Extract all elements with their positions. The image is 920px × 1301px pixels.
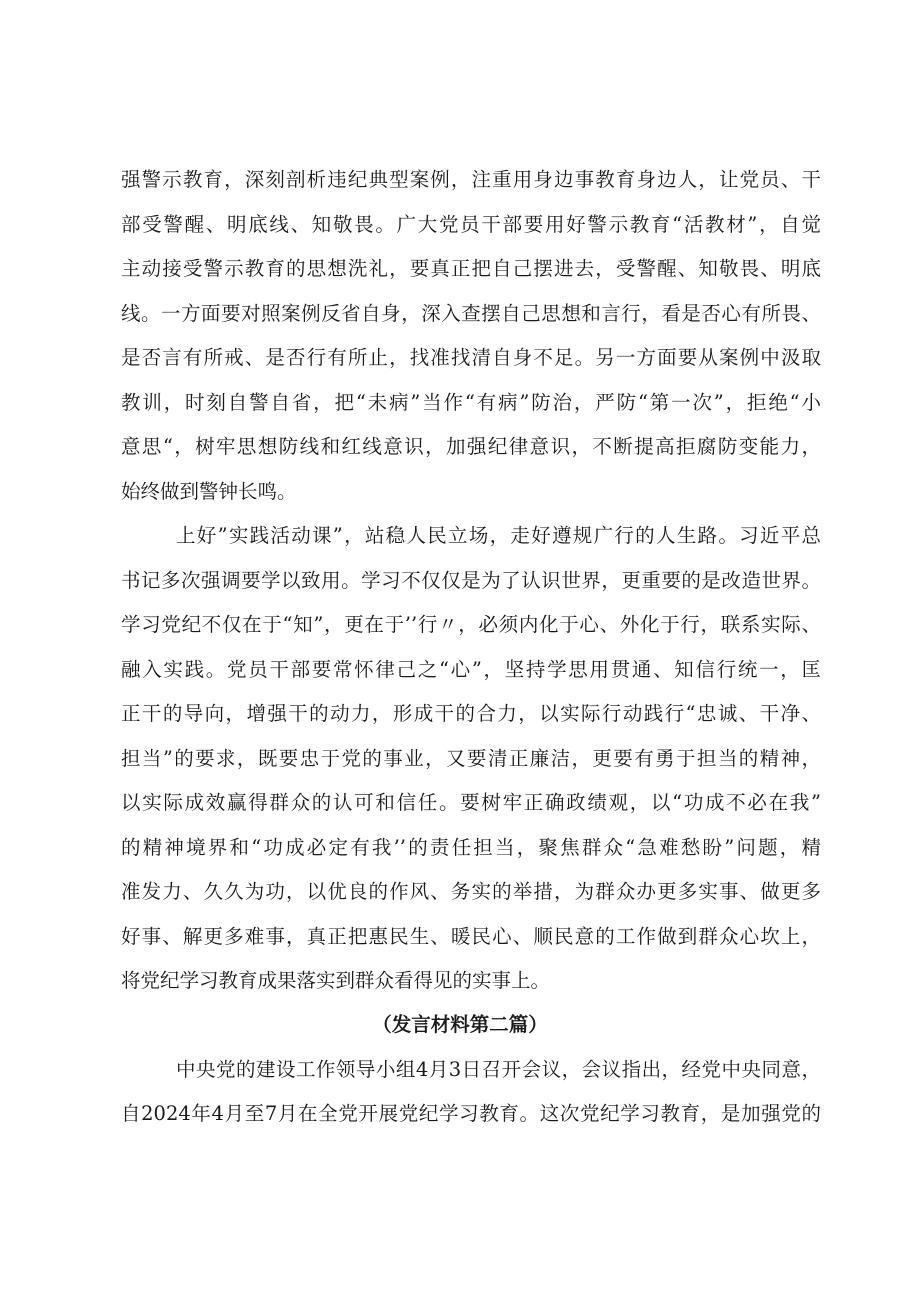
paragraph2-line-7: 以实际成效赢得群众的认可和信任。要树牢正确政绩观，以“功成不必在我” [121,791,821,814]
paragraph2-line-4: 融入实践。党员干部要常怀律己之“心”，坚持学思用贯通、知信行统一，匡 [121,658,821,681]
paragraph2-line-6: 担当”的要求，既要忠于党的事业，又要清正廉洁，更要有勇于担当的精神， [121,747,821,770]
paragraph3-line-2: 自2024年4月至7月在全党开展党纪学习教育。这次党纪学习教育，是加强党的 [121,1102,821,1125]
paragraph3-line-1: 中央党的建设工作领导小组4月3日召开会议，会议指出，经党中央同意， [176,1058,821,1081]
paragraph2-line-9: 准发力、久久为功，以优良的作风、务实的举措，为群众办更多实事、做更多 [121,880,821,903]
paragraph2-line-1: 上好”实践活动课”，站稳人民立场，走好遵规广行的人生路。习近平总 [176,524,821,547]
paragraph2-line-5: 正干的导向，增强干的动力，形成干的合力，以实际行动践行“忠诚、干净、 [121,702,821,725]
paragraph1-line-1: 强警示教育，深刻剖析违纪典型案例，注重用身边事教育身边人，让党员、干 [121,168,821,191]
paragraph2-line-11: 将党纪学习教育成果落实到群众看得见的实事上。 [121,969,551,992]
paragraph2-line-2: 书记多次强调要学以致用。学习不仅仅是为了认识世界，更重要的是改造世界。 [121,569,821,592]
paragraph2-line-10: 好事、解更多难事，真正把惠民生、暖民心、顺民意的工作做到群众心坎上， [121,925,821,948]
paragraph2-line-3: 学习党纪不仅在于“知”，更在于’’行〃，必须内化于心、外化于行，联系实际、 [121,613,821,636]
paragraph1-line-6: 教训，时刻自警自省，把“未病”当作“有病”防治，严防“第一次”，拒绝“小 [121,391,821,414]
section-heading: （发言材料第二篇） [372,1013,548,1036]
paragraph1-line-2: 部受警醒、明底线、知敬畏。广大党员干部要用好警示教育“活教材”，自觉 [121,213,821,236]
paragraph1-line-4: 线。一方面要对照案例反省自身，深入查摆自己思想和言行，看是否心有所畏、 [121,302,821,325]
paragraph2-line-8: 的精神境界和“功成必定有我’’的责任担当，聚焦群众“急难愁盼”问题，精 [121,836,821,859]
paragraph1-line-8: 始终做到警钟长鸣。 [121,480,297,503]
paragraph1-line-3: 主动接受警示教育的思想洗礼，要真正把自己摆进去，受警醒、知敬畏、明底 [121,257,821,280]
paragraph1-line-7: 意思“，树牢思想防线和红线意识，加强纪律意识，不断提高拒腐防变能力， [121,435,821,458]
paragraph1-line-5: 是否言有所戒、是否行有所止，找准找清自身不足。另一方面要从案例中汲取 [121,346,821,369]
